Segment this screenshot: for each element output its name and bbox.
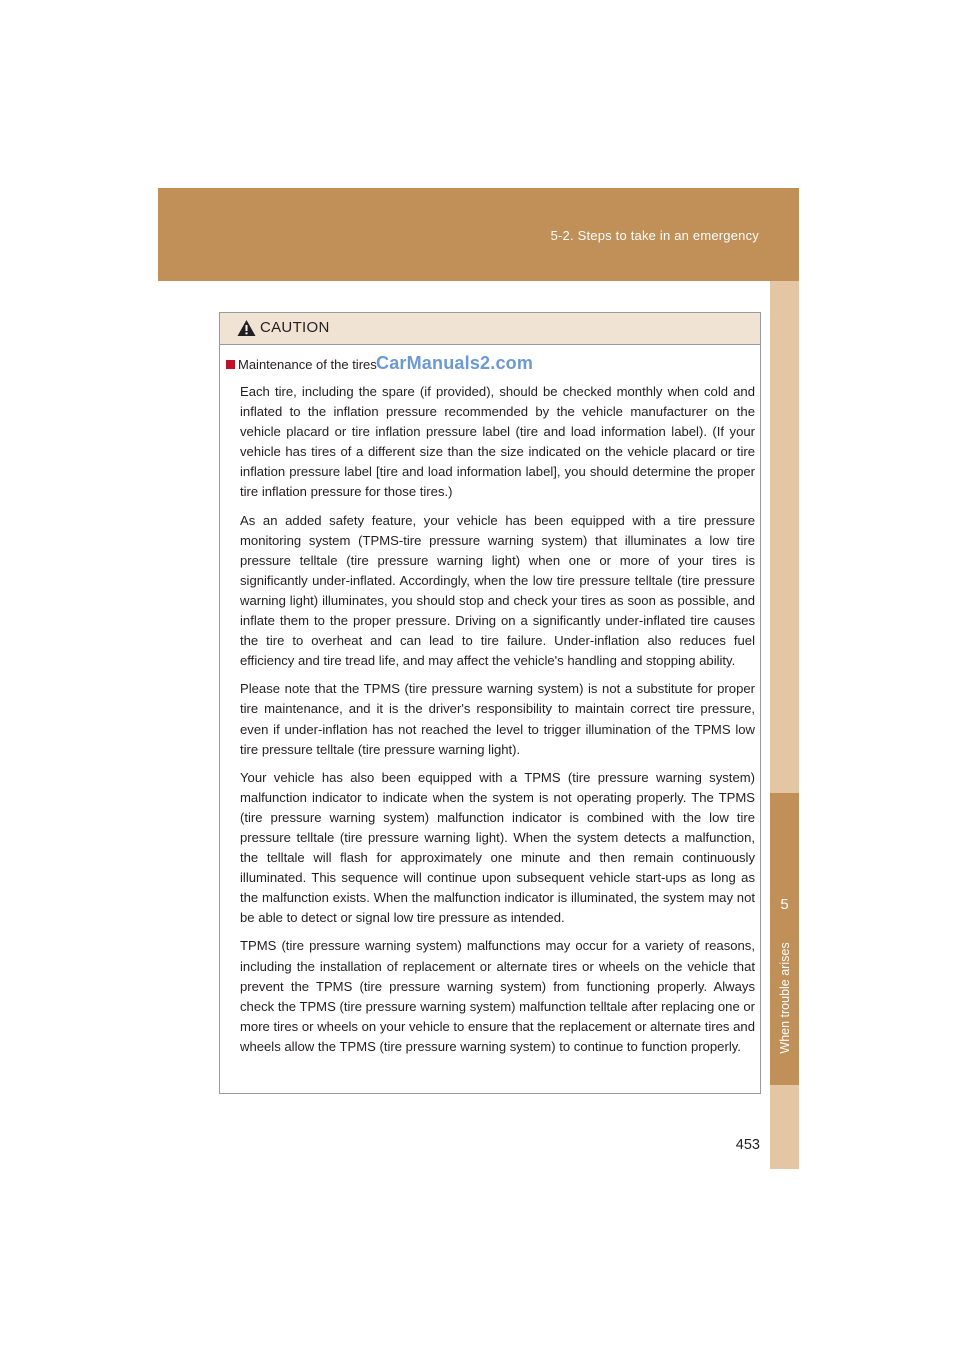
- caution-header: [220, 313, 760, 345]
- chapter-tab-active[interactable]: [770, 793, 799, 1085]
- paragraph: TPMS (tire pressure warning system) malfunctions may occur for a variety of reasons, including the installation of replacement or alternate tires or wheels on the vehicle that prevent the TPMS (tire pressure warning system) from functioning properly. Always check the TPMS (tire pressure warning system) malfunction telltale after replacing one or more tires or wheels on your vehicle to ensure that the replacement or alternate tires and wheels allow the TPMS (tire pressure warning system) to continue to function properly.: [240, 938, 756, 1054]
- caution-title: CAUTION: [260, 319, 330, 336]
- caution-paragraphs: [240, 382, 755, 1065]
- chapter-label-container: [770, 923, 799, 1073]
- warning-triangle-icon: [237, 319, 256, 342]
- item-heading-text: Maintenance of the tires: [238, 357, 377, 372]
- page-header-bar: [158, 188, 799, 281]
- item-heading: [226, 357, 377, 372]
- paragraph: As an added safety feature, your vehicle has been equipped with a tire pressure monitoring system (TPMS-tire pressure warning system) that illuminates a low tire pressure telltale (tire pressure warning light) when one or more of your tires is significantly under-inflated. Accordingly, when the low tire pressure telltale (tire pressure warning light) illuminates, you should stop and check your tires as soon as possible, and inflate them to the proper pressure. Driving on a significantly under-inflated tire causes the tire to overheat and can lead to tire failure. Under-inflation also reduces fuel efficiency and tire tread life, and may affect the vehicle's handling and stopping ability.: [240, 512, 755, 669]
- paragraph: Please note that the TPMS (tire pressure warning system) is not a substitute for proper tire maintenance, and it is the driver's responsibility to maintain correct tire pressure, even if under-inflation has not reached the level to trigger illumination of the TPMS low tire pressure telltale (tire pressure warning light).: [240, 681, 755, 757]
- chapter-side-tab: [770, 281, 799, 1169]
- caution-box: [219, 312, 761, 1094]
- chapter-number: 5: [780, 896, 789, 913]
- chapter-label: When trouble arises: [777, 942, 792, 1054]
- paragraph: Your vehicle has also been equipped with a TPMS (tire pressure warning system) malfunction indicator to indicate when the system is not operating properly. The TPMS (tire pressure warning system) malfunction indicator is combined with the low tire pressure telltale (tire pressure warning light). When the system detects a malfunction, the telltale will flash for approximately one minute and then remain continuously illuminated. This sequence will continue upon subsequent vehicle start-ups as long as the malfunction exists. When the malfunction indicator is illuminated, the system may not be able to detect or signal low tire pressure as intended.: [240, 769, 755, 926]
- paragraph: Each tire, including the spare (if provided), should be checked monthly when cold and inflated to the inflation pressure recommended by the vehicle manufacturer on the vehicle placard or tire inflation pressure label (tire and load information label). (If your vehicle has tires of a different size than the size indicated on the vehicle placard or tire inflation pressure label [tire and load information label], you should determine the proper tire inflation pressure for those tires.): [240, 384, 755, 500]
- section-title: 5-2. Steps to take in an emergency: [550, 228, 759, 243]
- watermark: CarManuals2.com: [376, 353, 534, 373]
- page-number: 453: [735, 1137, 760, 1153]
- square-bullet-icon: [226, 360, 235, 369]
